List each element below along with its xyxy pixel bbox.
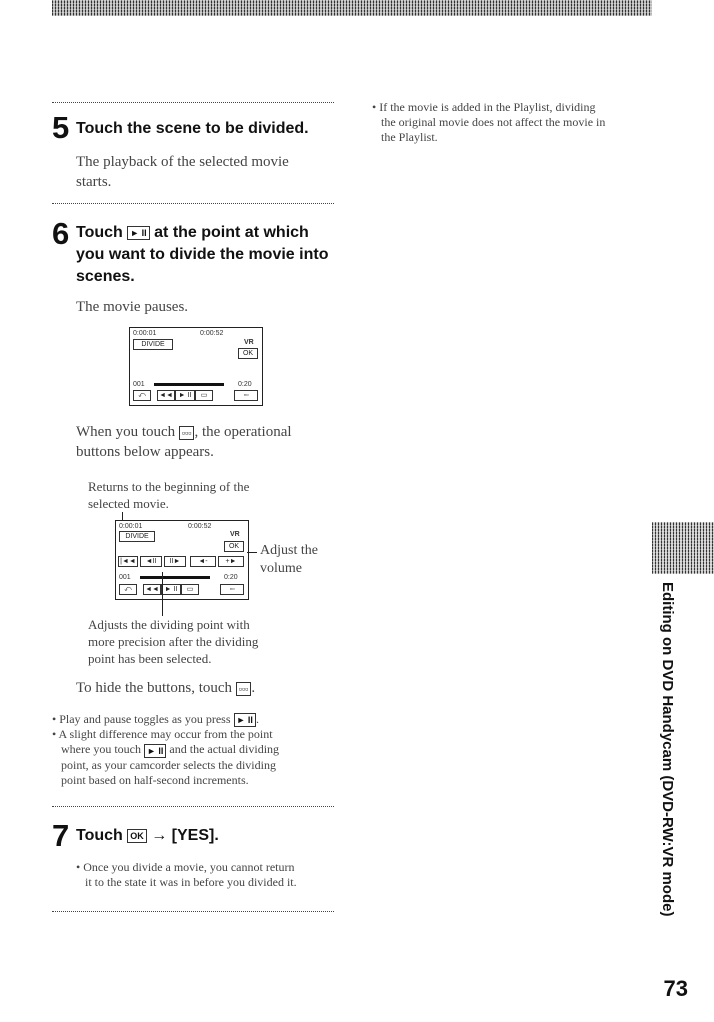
step-number: 6	[52, 216, 70, 251]
step-body: The playback of the selected movie starts.	[76, 154, 289, 190]
counter: 0:00:01	[119, 523, 143, 530]
rewind-button[interactable]: ◄◄	[157, 390, 175, 401]
header-band	[52, 0, 652, 16]
note-continuation: the Playlist.	[381, 130, 438, 144]
lcd-screen-operations	[115, 520, 249, 600]
section-title: Editing on DVD Handycam (DVD-RW:VR mode)	[659, 582, 676, 917]
menu-button[interactable]: ▫▫	[220, 584, 244, 595]
mode-label: VR	[244, 339, 254, 346]
rewind-button[interactable]: ◄◄	[143, 584, 161, 595]
callout-line	[247, 552, 257, 553]
ok-button[interactable]: OK	[224, 541, 244, 552]
hide-instruction: To hide the buttons, touch ▫▫▫ .	[76, 680, 256, 696]
callout-volume: Adjust the volume	[260, 543, 318, 576]
menu-button[interactable]: ▫▫	[234, 390, 258, 401]
position-bar	[154, 383, 224, 386]
step-title: Touch OK → [YES].	[76, 827, 219, 844]
return-button[interactable]: ⤺	[119, 584, 137, 595]
divider	[52, 911, 334, 912]
callout-return: Returns to the beginning of the selected movie.	[88, 479, 250, 511]
step-body: The movie pauses.	[76, 299, 189, 315]
play-pause-button[interactable]: ► II	[175, 390, 195, 401]
notes-list	[52, 712, 342, 788]
time-code: 0:00:52	[188, 523, 212, 530]
ok-icon: OK	[127, 829, 147, 843]
side-tab-band	[652, 522, 714, 574]
note-item: • A slight difference may occur from the point	[52, 727, 342, 742]
volume-up-button[interactable]: +►	[218, 556, 244, 567]
go-to-start-button[interactable]: |◄◄	[118, 556, 138, 567]
ok-button[interactable]: OK	[238, 348, 258, 359]
time-code: 0:00:52	[200, 330, 224, 337]
divider	[52, 203, 334, 204]
volume-down-button[interactable]: ◄-	[190, 556, 216, 567]
mode-label: VR	[230, 531, 240, 538]
step-number: 5	[52, 110, 70, 145]
step-forward-button[interactable]: II►	[164, 556, 186, 567]
lcd-screen-paused	[129, 327, 263, 406]
divide-button[interactable]: ▭	[195, 390, 213, 401]
return-button[interactable]: ⤺	[133, 390, 151, 401]
note-item: • Play and pause toggles as you press ► II .	[52, 712, 342, 727]
clip-number: 001	[133, 381, 145, 388]
note-continuation: it to the state it was in before you divided it.	[85, 875, 297, 889]
divide-button[interactable]: ▭	[181, 584, 199, 595]
play-pause-button[interactable]: ► II	[161, 584, 181, 595]
position-bar	[140, 576, 210, 579]
step-title: Touch ► II at the point at which you want to divide the movie into scenes.	[76, 224, 329, 285]
page-number: 73	[663, 976, 688, 1001]
operation-buttons-icon: ▫▫▫	[179, 426, 195, 440]
clip-time: 0:20	[238, 381, 252, 388]
note-continuation: point, as your camcorder selects the dividing	[61, 757, 276, 772]
counter: 0:00:01	[133, 330, 157, 337]
playlist-note	[372, 100, 672, 145]
clip-time: 0:20	[224, 574, 238, 581]
note-continuation: where you touch ► II and the actual dividing	[61, 742, 280, 757]
divide-badge: DIVIDE	[133, 339, 173, 350]
divider	[52, 102, 334, 103]
step-notes	[76, 860, 346, 890]
clip-number: 001	[119, 574, 131, 581]
note-continuation: point based on half-second increments.	[61, 772, 249, 787]
note-continuation: the original movie does not affect the movie in	[381, 115, 606, 129]
divide-badge: DIVIDE	[119, 531, 155, 542]
step-back-button[interactable]: ◄II	[140, 556, 162, 567]
touch-instruction: When you touch ▫▫▫ , the operational buttons below appears.	[76, 424, 292, 460]
note-item: • If the movie is added in the Playlist, dividing	[372, 100, 672, 115]
callout-adjust: Adjusts the dividing point with more precision after the dividing point has been selected.	[88, 617, 259, 666]
operation-buttons-icon: ▫▫▫	[236, 682, 252, 696]
play-pause-icon: ► II	[234, 713, 256, 727]
note-item: • Once you divide a movie, you cannot return	[76, 860, 346, 875]
play-pause-icon: ► II	[127, 226, 149, 240]
step-title: Touch the scene to be divided.	[76, 120, 309, 137]
step-number: 7	[52, 818, 70, 853]
callout-line	[162, 572, 163, 616]
play-pause-icon: ► II	[144, 744, 166, 758]
divider	[52, 806, 334, 807]
